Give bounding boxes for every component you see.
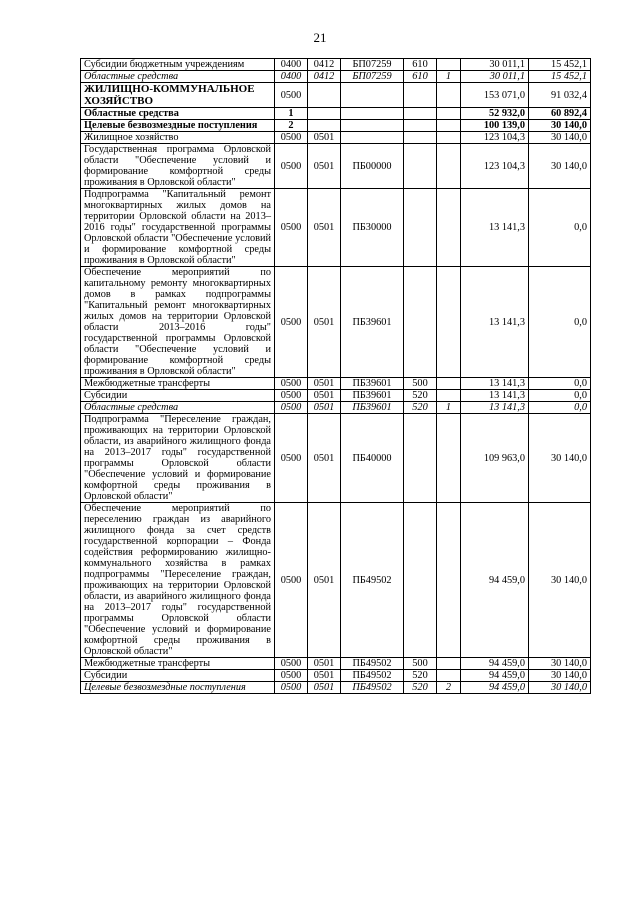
code-cs-cell (341, 108, 404, 120)
source-cell (437, 83, 461, 108)
table-row (81, 414, 591, 503)
code-vr-cell (404, 144, 437, 189)
source-cell: 1 (437, 402, 461, 414)
sum-year1-cell: 30 011,1 (461, 59, 529, 71)
table-row (81, 59, 591, 71)
code-cs-cell: ПБ49502 (341, 658, 404, 670)
table-row (81, 267, 591, 378)
sum-year2-cell: 0,0 (529, 189, 591, 267)
code-gr-cell: 0500 (275, 132, 308, 144)
sum-year1-cell: 13 141,3 (461, 189, 529, 267)
sum-year2-cell: 30 140,0 (529, 144, 591, 189)
source-cell (437, 189, 461, 267)
code-cs-cell: БП07259 (341, 71, 404, 83)
sum-year1-cell: 30 011,1 (461, 71, 529, 83)
source-cell (437, 378, 461, 390)
code-gr-cell: 0500 (275, 144, 308, 189)
code-vr-cell: 520 (404, 682, 437, 694)
sum-year1-cell: 13 141,3 (461, 402, 529, 414)
code-gr-cell: 0500 (275, 658, 308, 670)
source-cell: 2 (437, 682, 461, 694)
sum-year1-cell: 109 963,0 (461, 414, 529, 503)
sum-year1-cell: 94 459,0 (461, 670, 529, 682)
row-name-cell: Субсидии (81, 670, 275, 682)
source-cell (437, 267, 461, 378)
sum-year1-cell: 94 459,0 (461, 682, 529, 694)
sum-year2-cell: 0,0 (529, 402, 591, 414)
code-vr-cell (404, 267, 437, 378)
code-rz-cell (308, 108, 341, 120)
code-cs-cell (341, 132, 404, 144)
table-row (81, 378, 591, 390)
code-gr-cell: 0400 (275, 71, 308, 83)
code-rz-cell: 0501 (308, 503, 341, 658)
sum-year2-cell: 30 140,0 (529, 658, 591, 670)
source-cell (437, 59, 461, 71)
code-vr-cell: 500 (404, 378, 437, 390)
row-name-cell: Целевые безвозмездные поступления (81, 120, 275, 132)
code-rz-cell: 0501 (308, 378, 341, 390)
row-name-cell: Межбюджетные трансферты (81, 378, 275, 390)
sum-year2-cell: 30 140,0 (529, 132, 591, 144)
sum-year2-cell: 0,0 (529, 390, 591, 402)
sum-year1-cell: 52 932,0 (461, 108, 529, 120)
code-cs-cell: ПБ49502 (341, 670, 404, 682)
row-name-cell: Межбюджетные трансферты (81, 658, 275, 670)
row-name-cell: Субсидии (81, 390, 275, 402)
code-rz-cell: 0501 (308, 132, 341, 144)
table-row (81, 144, 591, 189)
sum-year2-cell: 30 140,0 (529, 682, 591, 694)
source-cell (437, 503, 461, 658)
table-row (81, 189, 591, 267)
code-cs-cell: ПБ30000 (341, 189, 404, 267)
sum-year2-cell: 91 032,4 (529, 83, 591, 108)
code-vr-cell (404, 503, 437, 658)
code-gr-cell: 0500 (275, 267, 308, 378)
code-cs-cell: ПБ49502 (341, 503, 404, 658)
code-vr-cell (404, 189, 437, 267)
code-cs-cell: ПБ00000 (341, 144, 404, 189)
sum-year2-cell: 15 452,1 (529, 71, 591, 83)
code-cs-cell (341, 83, 404, 108)
code-rz-cell: 0501 (308, 682, 341, 694)
code-vr-cell: 610 (404, 71, 437, 83)
source-cell (437, 144, 461, 189)
code-gr-cell: 2 (275, 120, 308, 132)
table-row (81, 120, 591, 132)
code-cs-cell: ПБ39601 (341, 267, 404, 378)
code-gr-cell: 0400 (275, 59, 308, 71)
code-cs-cell: БП07259 (341, 59, 404, 71)
source-cell (437, 132, 461, 144)
code-vr-cell: 520 (404, 670, 437, 682)
sum-year2-cell: 30 140,0 (529, 414, 591, 503)
code-rz-cell: 0501 (308, 402, 341, 414)
table-row (81, 71, 591, 83)
sum-year1-cell: 13 141,3 (461, 378, 529, 390)
code-gr-cell: 0500 (275, 414, 308, 503)
sum-year2-cell: 30 140,0 (529, 120, 591, 132)
budget-table (80, 58, 591, 694)
code-rz-cell: 0501 (308, 267, 341, 378)
table-row (81, 108, 591, 120)
source-cell (437, 108, 461, 120)
code-cs-cell: ПБ39601 (341, 402, 404, 414)
code-cs-cell: ПБ40000 (341, 414, 404, 503)
source-cell: 1 (437, 71, 461, 83)
code-vr-cell (404, 83, 437, 108)
source-cell (437, 390, 461, 402)
code-gr-cell: 0500 (275, 670, 308, 682)
code-rz-cell: 0501 (308, 144, 341, 189)
row-name-cell: Обеспечение мероприятий по переселению граждан из аварийного жилищного фонда за счет средств государственной корпорации – Фонда содействия реформированию жилищно-коммунального хозяйства в рамках подпрограммы "Переселение граждан, проживающих на территории Орловской области, из аварийного жилищного фонда на 2013–2017 годы" государственной программы Орловской области "Обеспечение условий и формирование комфортной среды проживания в Орловской области" (81, 503, 275, 658)
code-rz-cell: 0501 (308, 189, 341, 267)
code-gr-cell: 1 (275, 108, 308, 120)
page-number: 21 (313, 30, 327, 45)
sum-year2-cell: 30 140,0 (529, 503, 591, 658)
code-vr-cell: 500 (404, 658, 437, 670)
sum-year2-cell: 60 892,4 (529, 108, 591, 120)
row-name-cell: Подпрограмма "Переселение граждан, проживающих на территории Орловской области, из аварийного жилищного фонда на 2013–2017 годы" государственной программы Орловской области "Обеспечение условий и формирование комфортной среды проживания в Орловской области" (81, 414, 275, 503)
code-rz-cell: 0501 (308, 390, 341, 402)
source-cell (437, 658, 461, 670)
code-vr-cell: 520 (404, 402, 437, 414)
code-cs-cell: ПБ39601 (341, 390, 404, 402)
code-gr-cell: 0500 (275, 402, 308, 414)
table-row (81, 83, 591, 108)
sum-year1-cell: 13 141,3 (461, 267, 529, 378)
sum-year2-cell: 15 452,1 (529, 59, 591, 71)
table-row (81, 682, 591, 694)
code-vr-cell (404, 132, 437, 144)
code-gr-cell: 0500 (275, 503, 308, 658)
code-cs-cell (341, 120, 404, 132)
source-cell (437, 414, 461, 503)
row-name-cell: ЖИЛИЩНО-КОММУНАЛЬНОЕ ХОЗЯЙСТВО (81, 83, 275, 108)
code-rz-cell: 0412 (308, 59, 341, 71)
row-name-cell: Жилищное хозяйство (81, 132, 275, 144)
code-vr-cell: 610 (404, 59, 437, 71)
code-vr-cell (404, 120, 437, 132)
source-cell (437, 670, 461, 682)
sum-year1-cell: 94 459,0 (461, 658, 529, 670)
row-name-cell: Подпрограмма "Капитальный ремонт многоквартирных жилых домов на территории Орловской области на 2013–2016 годы" государственной программы Орловской области "Обеспечение условий и формирование комфортной среды проживания в Орловской области" (81, 189, 275, 267)
table-row (81, 670, 591, 682)
sum-year1-cell: 123 104,3 (461, 132, 529, 144)
sum-year1-cell: 13 141,3 (461, 390, 529, 402)
sum-year1-cell: 123 104,3 (461, 144, 529, 189)
table-row (81, 402, 591, 414)
code-rz-cell: 0412 (308, 71, 341, 83)
code-cs-cell: ПБ49502 (341, 682, 404, 694)
sum-year2-cell: 30 140,0 (529, 670, 591, 682)
code-gr-cell: 0500 (275, 378, 308, 390)
row-name-cell: Областные средства (81, 71, 275, 83)
code-cs-cell: ПБ39601 (341, 378, 404, 390)
code-gr-cell: 0500 (275, 682, 308, 694)
code-vr-cell: 520 (404, 390, 437, 402)
code-vr-cell (404, 414, 437, 503)
sum-year2-cell: 0,0 (529, 378, 591, 390)
table-row (81, 658, 591, 670)
row-name-cell: Областные средства (81, 108, 275, 120)
sum-year1-cell: 100 139,0 (461, 120, 529, 132)
source-cell (437, 120, 461, 132)
row-name-cell: Государственная программа Орловской области "Обеспечение условий и формирование комфортной среды проживания в Орловской области" (81, 144, 275, 189)
row-name-cell: Субсидии бюджетным учреждениям (81, 59, 275, 71)
code-gr-cell: 0500 (275, 83, 308, 108)
code-rz-cell: 0501 (308, 414, 341, 503)
code-rz-cell: 0501 (308, 658, 341, 670)
table-row (81, 503, 591, 658)
sum-year1-cell: 153 071,0 (461, 83, 529, 108)
row-name-cell: Обеспечение мероприятий по капитальному ремонту многоквартирных домов в рамках подпрограммы "Капитальный ремонт многоквартирных жилых домов на территории Орловской области 2013–2016 годы" государственной программы Орловской области "Обеспечение условий и формирование комфортной среды проживания в Орловской области" (81, 267, 275, 378)
code-gr-cell: 0500 (275, 189, 308, 267)
table-row (81, 390, 591, 402)
code-rz-cell: 0501 (308, 670, 341, 682)
sum-year2-cell: 0,0 (529, 267, 591, 378)
code-rz-cell (308, 120, 341, 132)
table-row (81, 132, 591, 144)
code-gr-cell: 0500 (275, 390, 308, 402)
row-name-cell: Областные средства (81, 402, 275, 414)
sum-year1-cell: 94 459,0 (461, 503, 529, 658)
row-name-cell: Целевые безвозмездные поступления (81, 682, 275, 694)
code-vr-cell (404, 108, 437, 120)
code-rz-cell (308, 83, 341, 108)
